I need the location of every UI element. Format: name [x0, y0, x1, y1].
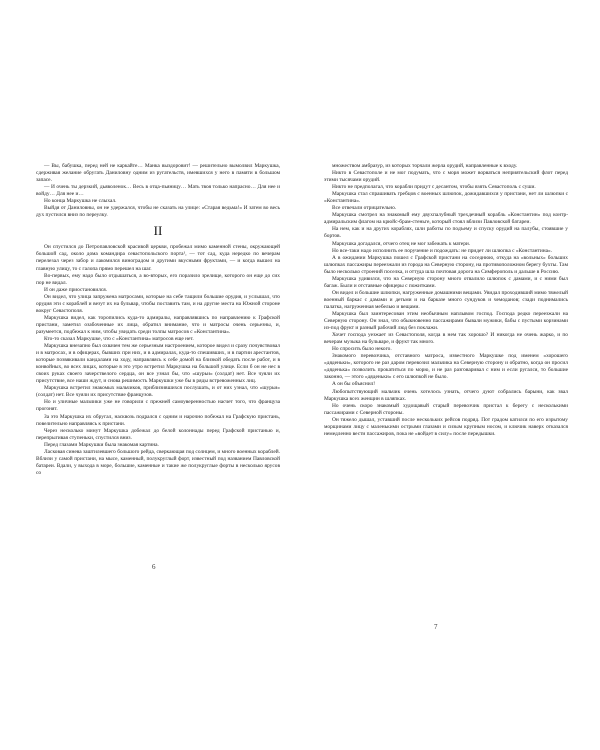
paragraph: Он видел, что улица запружена матросами, которые на себе тащили большие орудия, и услышал, что орудия эти с кораблей и везут их на бульвар, чтобы поставить там, и на другие места на Южной стороне вокруг Севастополя.: [36, 293, 280, 314]
paragraph: Он тяжело дышал, уставший после нескольких рейсов подряд. Пот градом катился по его изрытому морщинами лицу с маленькими острыми глазами и сизым крупным носом, и ключик наверх отказался немедленно вести пассажиров, пока не «войдет в силу» после передышки.: [324, 416, 568, 437]
paragraph: Маркушка смотрел на знакомый ему двухпалубный трехдечный корабль «Константин» под контр-адмиральским флагом на крюйс-брам-стеньге, который стоял вблизи Павловской батареи.: [324, 212, 568, 226]
paragraph: Но очень скоро знакомый худощавый старый перевозчик пристал к берегу с несколькими пассажирами с Северной стороны.: [324, 402, 568, 416]
paragraph: Он спустился до Петропавловской красивой церкви, пробежал мимо каменной стены, окружающей большой сад, около дома командира севастопольского порта¹, — тот сад, куда нередко по вечерам перелезал через забор и лакомился виноградом и другими вкусными фруктами, — и когда вышел на главную улицу, то с галопа прямо перешел на шаг.: [36, 244, 280, 272]
paragraph: Он видел и большие шлюпки, нагруженные домашними вещами. Увидал проходивший мимо тяжелый военный баркас с дамами и детьми и на барказе много сундуков и чемоданов; сзади поднимались палатка, нагруженная мебелью и вещами.: [324, 289, 568, 310]
paragraph: множеством амбразур, из которых торчали жерла орудий, направленные к входу.: [332, 163, 518, 169]
chapter-heading: II: [153, 223, 163, 239]
paragraph: Маркушка видел, как торопились куда-то адмиралы, направлявшись по направлению к Графской пристани, заметил озабоченные их лица, обратил внимание, что и матросы очень серьезны, и, разумеется, подбежал к ним, чтобы увидать среди толпы матросов с «Константина».: [36, 314, 280, 335]
paragraph: Маркушка встретил знакомых мальчиков, приблизившихся послушать, и от них узнал, что «шурьи» (солдат) нет. Все чуяли их присутствие французов.: [36, 385, 280, 399]
paragraph: Хочет господа уезжает из Севастополя, когда в нем так хорошо? И никогда не очень жарко, и по вечерам музыка на бульваре, и фрукт так много.: [324, 332, 568, 346]
paragraph: Никто не предполагал, что корабли придут с десантом, чтобы взять Севастополь с суши.: [332, 184, 536, 191]
paragraph: Но спросить было некого.: [332, 346, 392, 353]
paragraph: Ласковая синева заштилевшего большого рейда, сверкающая под солнцем, и много военных кораблей. Вблизи у самой пристани, на мысе, каменный, полукруглый форт, известный под названием Павловской батареи. Вдали, у выхода в море, большие, каменные и такие же полукруглые форты в несколько ярусов со: [36, 448, 280, 476]
paragraph: И он даже приостановился.: [44, 286, 108, 293]
paragraph: Через несколько минут Маркушка добежал до белой колоннады перед Графской пристанью и, перепрыгивая ступеньки, спустился вниз.: [36, 427, 280, 441]
paragraph: Но конца Маркушка не слыхал.: [44, 198, 117, 205]
page-number: 7: [434, 623, 438, 631]
paragraph: На нем, как и на других кораблях, шли работы по подъему и спуску орудий на палубы, стоявшие у бортов.: [324, 226, 568, 240]
right-page: [324, 163, 568, 438]
paragraph: Выйдя от Даниловны, он не удержался, чтобы не сказать на улице: «Старая ведьма!» И затем во весь дух пустился вниз по переулку.: [36, 205, 280, 219]
paragraph: Маркушка внезапно был охвачен тем же серьезным настроением, которое видел и сразу почувствовал и в матросах, и в офицерах, бывших при них, и в адмиралах, куда-то спешивших, и в партии арестантов, которые позвякивали кандалами на ходу, направляясь к себе домой на близкой обедать после работ, и в конвойных, во всех лицах, которые в это утро встретил Маркушка на большой улице. Если б он не нес в своих руках своего зачерствелого сердца, он все узнал бы, что «шурьи» (солдат) нет. Все чуяли их присутствие, все наши ждут, и снова решимость Маркушки уже бы в ряды встревоженных лиц.: [36, 343, 280, 385]
paragraph: Маркушка догадался, отчего отец не мог забежать к матери.: [332, 240, 471, 247]
paragraph: А в ожидании Маркушка пошел с Графской пристани на соседнюю, откуда на «вольных» больших шлюпках пассажиры переезжали из города на Северную сторону, на противоположном берегу бухты. Там было несколько строений поселка, и оттуда шла почтовая дорога на Симферополь и дальше в Россию.: [324, 254, 568, 275]
paragraph: Никто в Севастополе и не мог подумать, что с моря может ворваться неприятельский флот перед этими тысячами орудий.: [324, 170, 568, 184]
paragraph: — Вы, бабушка, перед ней не каркайте… Манка выздоровит! — решительно вымолвил Маркушка, сдерживая желание обругать Даниловну одним из ругательств, имевшихся у него в памяти в большом запасе.: [36, 163, 280, 184]
paragraph: Любопытствующий мальчик очень хотелось узнать, отчего дуют собрались барыни, как звал Маркушка всех женщин в шляпках.: [324, 388, 568, 402]
left-page: [36, 163, 280, 477]
paragraph: Перед глазами Маркушки была знакомая картина.: [44, 441, 159, 448]
paragraph: Все отвечали отрицательно.: [332, 205, 397, 212]
paragraph: Маркушка стал спрашивать гребцов с военных шлюпок, дожидавшихся у пристани, нет ли шлюпки с «Константина».: [324, 191, 568, 205]
paragraph: Знакомого перевозчика, отставного матроса, известного Маркушке под именем «хорошего «дяденьки», которого не раз даром перевозил мальчика на Северную сторону и обратно, когда он просил «дяденька» позволить прокатиться по морю, и не раз разговаривал с ним и если ругался, то большие законно, — этого «дяденьки» с его шлюпкой не было.: [324, 353, 568, 381]
paragraph: За это Маркушка их обругал, насквозь подрался с одним и нарочно побежал на Графскую пристань, повелительно направляясь к пристани.: [36, 413, 280, 427]
paragraph: — И очень ты дерзкий, дьяволенок… Весь в отца-пьяницу… Мать твоя только напрасно… Для нее и войду… Для нее и…: [36, 184, 280, 198]
paragraph: Кто-то сказал Маркушке, что с «Константина» матросов еще нет.: [44, 335, 194, 342]
paragraph: Маркушка удивился, что на Северную сторону много отвалило шлюпок с дамами, и с ними был багаж. Были и отставные офицеры с пожитками.: [324, 275, 568, 289]
paragraph: Маркушка был заинтересован этим необычным наплывом господ. Господа редко переезжали на Северную сторону. Он знал, что обыкновенно пассажирами бывали мужики, бабы с пустыми корзинами из-под фрукт и разный рабочий люд без поклажи.: [324, 310, 568, 332]
page-number: 6: [152, 563, 156, 571]
paragraph: А он бы объяснил!: [332, 381, 376, 388]
paragraph: Но и уличные мальчики уже не говорили с прежней самоуверенностью насчет того, что француза прогонят.: [36, 399, 280, 413]
paragraph: Но все-таки надо исполнить ее поручение и подождать: не придет ли шлюпка с «Константина».: [332, 247, 553, 254]
paragraph: Во-первых, ему надо было отдышаться, а во-вторых, его поразило зрелище, которого он еще до сих пор не видал.: [36, 272, 280, 286]
